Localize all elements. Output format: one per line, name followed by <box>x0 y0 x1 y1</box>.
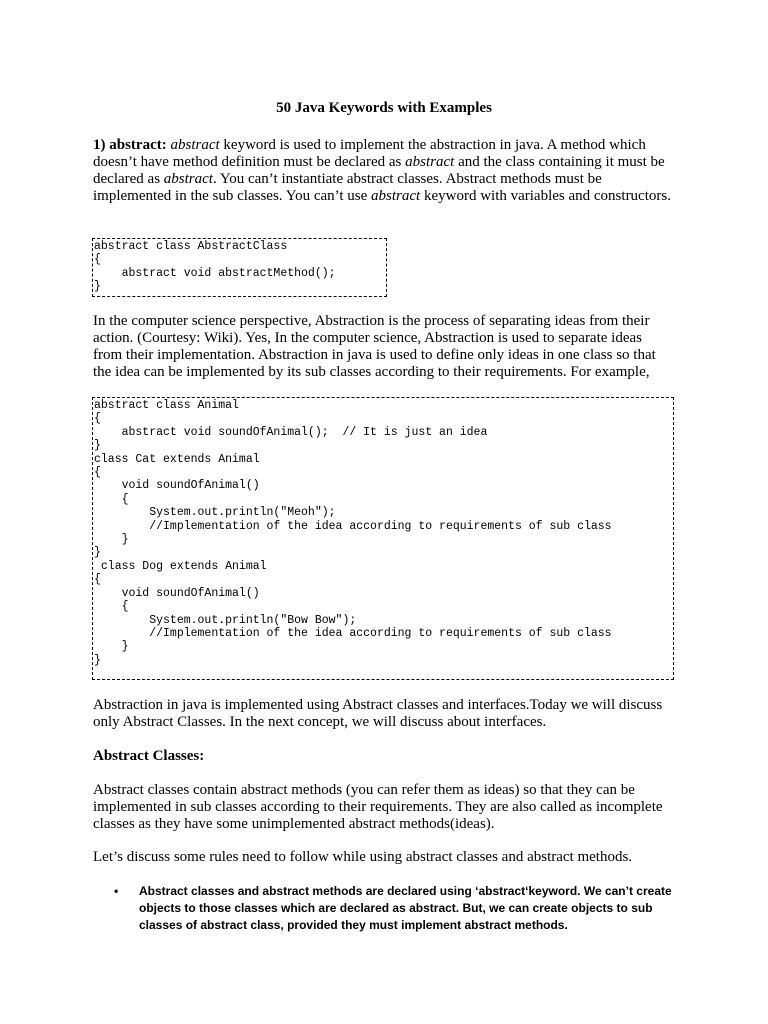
code-block-animal-example: abstract class Animal { abstract void soundOfAnimal(); // It is just an idea } class Cat extends Animal { void soundOfAnimal() { System.out.println("Meoh"); //Implementation of the idea according to requirements of sub class } } class Dog extends Animal { void soundOfAnimal() { System.out.println("Bow Bow"); //Implementation of the idea according to requirements of sub class } } <box>92 397 674 680</box>
intro-segment: and the class containing it must be declared as <box>93 154 665 187</box>
bullet-text: Abstract classes and abstract methods are declared using ‘abstract‘keyword. We can’t create objects to those classes which are declared as abstract. But, we can create objects to sub classes of abstract class, provided they must implement abstract methods. <box>139 884 672 932</box>
page-title: 50 Java Keywords with Examples <box>276 100 492 116</box>
intro-text <box>93 137 671 204</box>
keyword-italic: abstract <box>170 137 220 153</box>
keyword-italic: abstract <box>405 154 455 170</box>
implementation-paragraph: Abstraction in java is implemented using Abstract classes and interfaces.Today we will discuss only Abstract Classes. In the next concept, we will discuss about interfaces. <box>93 697 663 730</box>
keyword-italic: abstract <box>163 171 213 187</box>
rules-paragraph: Let’s discuss some rules need to follow while using abstract classes and abstract methods. <box>93 849 633 865</box>
bullet-icon: • <box>114 884 119 898</box>
code-block-abstract-class: abstract class AbstractClass { abstract void abstractMethod(); } <box>92 238 387 297</box>
abstract-intro-paragraph <box>93 137 673 205</box>
intro-segment: keyword is used to implement the abstraction in java. A method which doesn’t have method definition must be declared as <box>93 137 646 170</box>
section-heading: Abstract Classes: <box>93 748 205 764</box>
abstraction-paragraph: In the computer science perspective, Abstraction is the process of separating ideas from their action. (Courtesy: Wiki). Yes, In the computer science, Abstraction is used to separate ideas from their implementation. Abstraction in java is used to define only ideas in one class so that the idea can be implemented by its sub classes according to their requirements. For example, <box>93 313 656 380</box>
keyword-label: 1) abstract: <box>93 137 167 153</box>
intro-segment: . You can’t instantiate abstract classes. Abstract methods must be implemented in the sub classes. You can’t use <box>93 171 602 204</box>
intro-segment: keyword with variables and constructors. <box>420 188 671 204</box>
abstract-classes-paragraph: Abstract classes contain abstract methods (you can refer them as ideas) so that they can be implemented in sub classes according to their requirements. They are also called as incomplete classes as they have some unimplemented abstract methods(ideas). <box>93 782 663 832</box>
keyword-italic: abstract <box>371 188 421 204</box>
